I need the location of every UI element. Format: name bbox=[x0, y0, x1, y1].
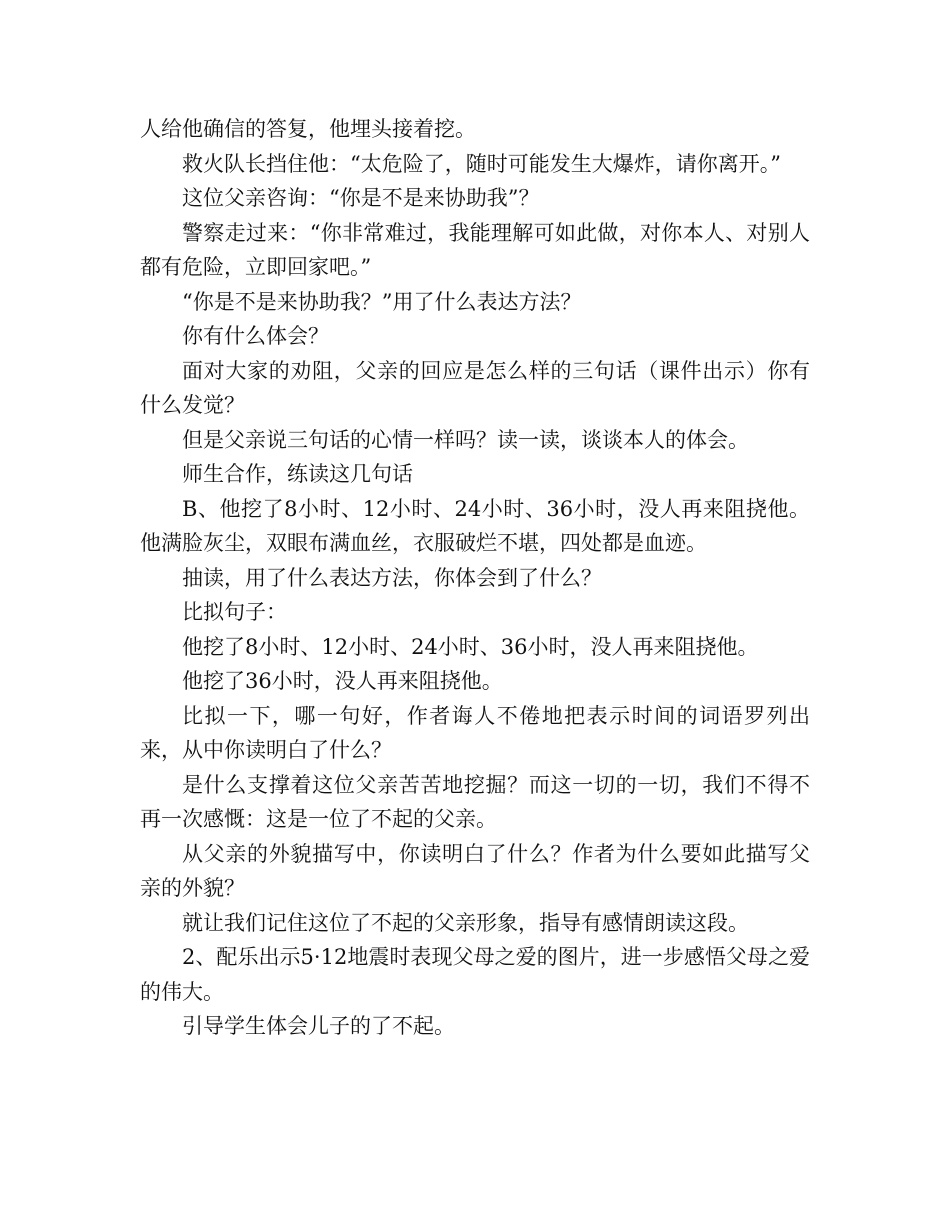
paragraph-19: 2、配乐出示5·12地震时表现父母之爱的图片，进一步感悟父母之爱的伟大。 bbox=[140, 945, 810, 1004]
paragraph-2: 救火队长挡住他：“太危险了，随时可能发生大爆炸，请你离开。” bbox=[182, 151, 781, 176]
paragraph-10: B、他挖了8小时、12小时、24小时、36小时，没人再来阻挠他。他满脸灰尘，双眼布满血丝，衣服破烂不堪，四处都是血迹。 bbox=[140, 496, 810, 555]
paragraph-8: 但是父亲说三句话的心情一样吗？读一读，谈谈本人的体会。 bbox=[182, 427, 749, 452]
paragraph-16: 是什么支撑着这位父亲苦苦地挖掘？而这一切的一切，我们不得不再一次感慨：这是一位了不起的父亲。 bbox=[140, 772, 810, 831]
paragraph-9: 师生合作，练读这几句话 bbox=[182, 462, 413, 486]
paragraph-13: 他挖了8小时、12小时、24小时、36小时，没人再来阻挠他。 bbox=[182, 634, 759, 659]
paragraph-14: 他挖了36小时，没人再来阻挠他。 bbox=[182, 669, 503, 693]
paragraph-6: 你有什么体会？ bbox=[182, 324, 329, 348]
paragraph-18: 就让我们记住这位了不起的父亲形象，指导有感情朗读这段。 bbox=[182, 910, 749, 935]
paragraph-17: 从父亲的外貌描写中，你读明白了什么？作者为什么要如此描写父亲的外貌？ bbox=[140, 841, 810, 900]
paragraph-20: 引导学生体会儿子的了不起。 bbox=[182, 1014, 455, 1038]
document-page bbox=[140, 112, 810, 1044]
paragraph-7: 面对大家的劝阻，父亲的回应是怎么样的三句话（课件出示）你有什么发觉？ bbox=[140, 358, 810, 417]
paragraph-3: 这位父亲咨询：“你是不是来协助我”？ bbox=[182, 186, 540, 210]
paragraph-15: 比拟一下，哪一句好，作者诲人不倦地把表示时间的词语罗列出来，从中你读明白了什么？ bbox=[140, 703, 810, 762]
paragraph-4: 警察走过来：“你非常难过，我能理解可如此做，对你本人、对别人都有危险，立即回家吧。” bbox=[140, 220, 810, 279]
paragraph-5: “你是不是来协助我？”用了什么表达方法？ bbox=[182, 289, 582, 314]
paragraph-1: 人给他确信的答复，他埋头接着挖。 bbox=[140, 117, 476, 141]
paragraph-12: 比拟句子： bbox=[182, 600, 287, 624]
paragraph-11: 抽读，用了什么表达方法，你体会到了什么？ bbox=[182, 565, 602, 590]
